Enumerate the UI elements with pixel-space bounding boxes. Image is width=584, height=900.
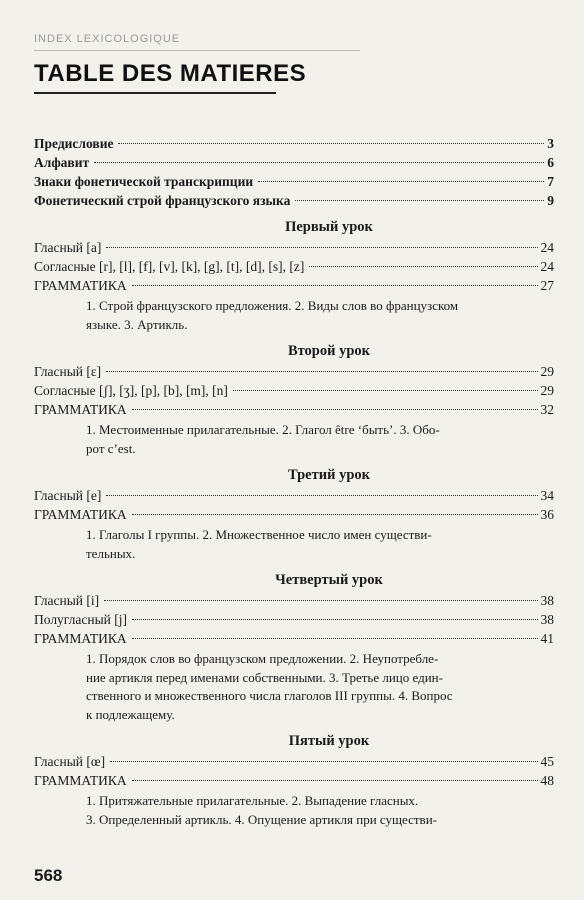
toc-entry-page: 36 [540, 507, 554, 522]
toc-entry [34, 276, 554, 295]
toc-entry-page: 3 [547, 136, 554, 151]
leader-dots [106, 247, 537, 248]
toc-entry [34, 238, 554, 257]
toc-entry [34, 153, 554, 172]
toc-entry-label: ГРАММАТИКА [34, 402, 127, 417]
toc-entry-label: Гласный [ɛ] [34, 364, 102, 379]
toc-entry-page: 29 [540, 364, 554, 379]
title-underline [34, 92, 276, 94]
toc-entry-label: Алфавит [34, 155, 90, 170]
toc-entry [34, 400, 554, 419]
lesson-heading: Первый урок [285, 219, 373, 235]
toc-entry [34, 134, 554, 153]
grammar-topics [34, 421, 554, 458]
toc-entry-label: Гласный [œ] [34, 754, 106, 769]
leader-dots [106, 495, 537, 496]
grammar-topics-line: языке. 3. Артикль. [86, 316, 188, 332]
toc-entry-page: 48 [540, 773, 554, 788]
leader-dots [104, 600, 537, 601]
page-number: 568 [34, 866, 63, 885]
running-head-rule [34, 50, 360, 51]
toc-content [34, 134, 554, 833]
running-head: INDEX LEXICOLOGIQUE [34, 33, 181, 45]
grammar-topics-line: ственного и множественного числа глаголов III группы. 4. Вопрос [86, 688, 453, 703]
toc-entry-page: 41 [540, 631, 554, 646]
toc-entry-page: 32 [540, 402, 554, 417]
toc-entry [34, 486, 554, 505]
page-title: TABLE DES MATIERES [34, 60, 307, 87]
leader-dots [132, 409, 538, 410]
grammar-topics-line: 1. Местоименные прилагательные. 2. Глагол être ‘быть’. 3. Обо- [86, 422, 440, 437]
toc-entry-label: Гласный [a] [34, 240, 102, 255]
leader-dots [132, 514, 538, 515]
grammar-topics-line: 1. Порядок слов во французском предложении. 2. Неупотребле- [86, 651, 439, 666]
toc-entry [34, 257, 554, 276]
toc-entry [34, 629, 554, 648]
lesson-heading: Третий урок [288, 467, 370, 483]
toc-entry-page: 34 [540, 488, 554, 503]
toc-entry [34, 505, 554, 524]
grammar-topics [34, 650, 554, 724]
toc-entry-label: Знаки фонетической транскрипции [34, 174, 254, 189]
leader-dots [295, 200, 544, 201]
toc-entry-label: Полугласный [j] [34, 612, 128, 627]
toc-entry [34, 610, 554, 629]
leader-dots [132, 780, 538, 781]
leader-dots [132, 619, 537, 620]
lesson-heading: Второй урок [287, 343, 371, 359]
toc-entry-label: Фонетический строй французского языка [34, 193, 291, 208]
toc-entry-label: Гласный [i] [34, 593, 100, 608]
toc-entry-page: 45 [540, 754, 554, 769]
grammar-topics-line: 3. Определенный артикль. 4. Опущение артикля при существи- [86, 811, 437, 827]
leader-dots [309, 266, 537, 267]
grammar-topics-line: 1. Глаголы I группы. 2. Множественное число имен существи- [86, 527, 432, 542]
leader-dots [106, 371, 537, 372]
toc-entry-page: 9 [547, 193, 554, 208]
toc-entry [34, 191, 554, 210]
toc-entry-page: 27 [540, 278, 554, 293]
toc-entry-page: 6 [547, 155, 554, 170]
toc-entry [34, 362, 554, 381]
grammar-topics-line: ние артикля перед именами собственными. 3. Третье лицо един- [86, 669, 443, 685]
leader-dots [233, 390, 538, 391]
grammar-topics [34, 792, 554, 829]
toc-entry [34, 172, 554, 191]
toc-entry-label: Гласный [e] [34, 488, 102, 503]
toc-entry-label: ГРАММАТИКА [34, 773, 127, 788]
grammar-topics-line: 1. Притяжательные прилагательные. 2. Выпадение гласных. [86, 793, 419, 808]
toc-entry-page: 29 [540, 383, 554, 398]
grammar-topics-line: к подлежащему. [86, 706, 175, 722]
toc-entry-label: ГРАММАТИКА [34, 507, 127, 522]
toc-entry-page: 24 [540, 240, 554, 255]
leader-dots [94, 162, 544, 163]
toc-entry-label: Согласные [ʃ], [ʒ], [p], [b], [m], [n] [34, 383, 228, 398]
grammar-topics-line: тельных. [86, 545, 136, 561]
leader-dots [118, 143, 544, 144]
grammar-topics-line: рот c’est. [86, 440, 136, 456]
toc-entry [34, 752, 554, 771]
toc-entry [34, 591, 554, 610]
toc-entry-label: ГРАММАТИКА [34, 278, 127, 293]
leader-dots [258, 181, 544, 182]
lesson-heading: Четвертый урок [275, 572, 383, 588]
toc-entry [34, 381, 554, 400]
toc-entry-page: 38 [540, 593, 554, 608]
toc-entry-page: 38 [540, 612, 554, 627]
toc-entry-label: Предисловие [34, 136, 114, 151]
toc-entry-page: 7 [547, 174, 554, 189]
leader-dots [132, 638, 538, 639]
toc-entry [34, 771, 554, 790]
lesson-heading: Пятый урок [288, 733, 370, 749]
grammar-topics-line: 1. Строй французского предложения. 2. Виды слов во французском [86, 298, 459, 313]
leader-dots [110, 761, 537, 762]
leader-dots [132, 285, 538, 286]
toc-entry-label: ГРАММАТИКА [34, 631, 127, 646]
grammar-topics [34, 297, 554, 334]
toc-entry-page: 24 [540, 259, 554, 274]
toc-entry-label: Согласные [r], [l], [f], [v], [k], [g], [t], [d], [s], [z] [34, 259, 305, 274]
grammar-topics [34, 526, 554, 563]
